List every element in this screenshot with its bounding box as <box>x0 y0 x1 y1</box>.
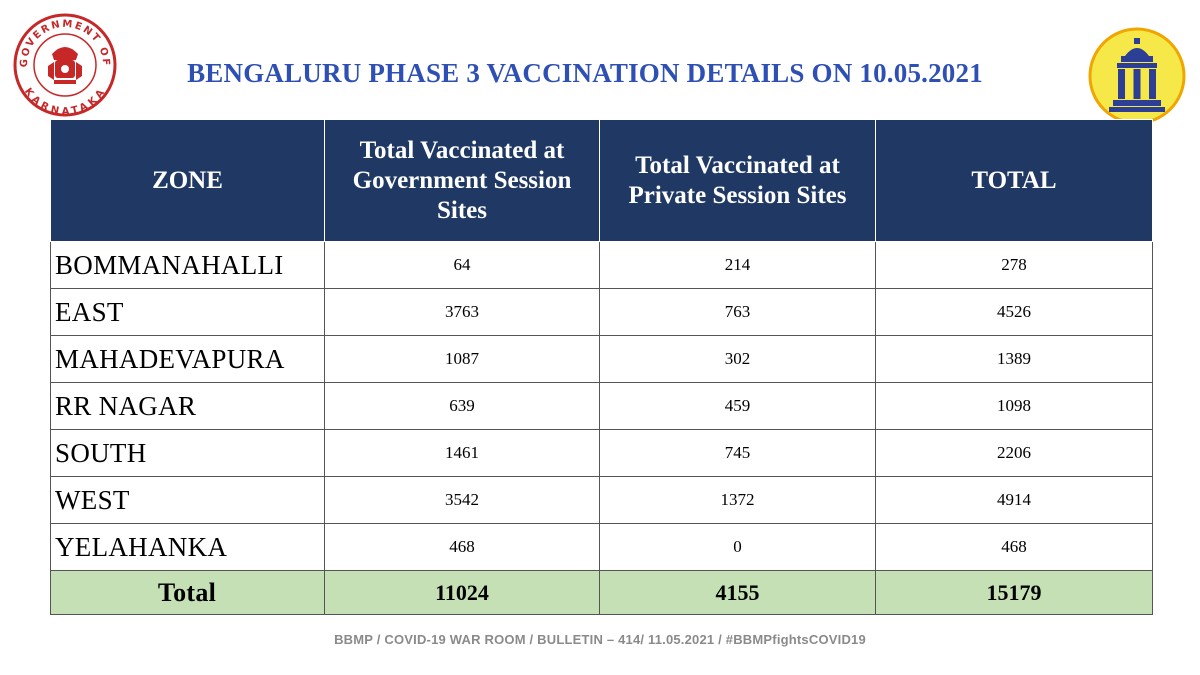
total-cell: 2206 <box>876 430 1153 477</box>
total-cell: 1389 <box>876 336 1153 383</box>
bulletin-footer: BBMP / COVID-19 WAR ROOM / BULLETIN – 414/ 11.05.2021 / #BBMPfightsCOVID19 <box>334 632 866 647</box>
zone-cell: SOUTH <box>51 430 325 477</box>
total-label-cell: Total <box>51 571 325 615</box>
logo-ring-top-text: GOVERNMENT OF <box>18 18 112 68</box>
table-row <box>51 477 1153 524</box>
total-cell: 278 <box>876 242 1153 289</box>
total-govt-cell: 11024 <box>325 571 600 615</box>
total-cell: 4914 <box>876 477 1153 524</box>
govt-cell: 3542 <box>325 477 600 524</box>
table-total-row <box>51 571 1153 615</box>
zone-cell: RR NAGAR <box>51 383 325 430</box>
total-cell: 4526 <box>876 289 1153 336</box>
govt-cell: 639 <box>325 383 600 430</box>
zone-cell: WEST <box>51 477 325 524</box>
table-row <box>51 242 1153 289</box>
zone-cell: YELAHANKA <box>51 524 325 571</box>
private-cell: 745 <box>600 430 876 477</box>
header-private-sites: Total Vaccinated at Private Session Sites <box>600 120 876 242</box>
govt-cell: 1461 <box>325 430 600 477</box>
govt-cell: 64 <box>325 242 600 289</box>
govt-cell: 468 <box>325 524 600 571</box>
grand-total-cell: 15179 <box>876 571 1153 615</box>
private-cell: 302 <box>600 336 876 383</box>
private-cell: 1372 <box>600 477 876 524</box>
table-row <box>51 524 1153 571</box>
table-row <box>51 336 1153 383</box>
govt-cell: 1087 <box>325 336 600 383</box>
zone-cell: MAHADEVAPURA <box>51 336 325 383</box>
total-cell: 468 <box>876 524 1153 571</box>
zone-cell: BOMMANAHALLI <box>51 242 325 289</box>
logo-ring-bottom-text: KARNATAKA <box>21 86 109 118</box>
table-row <box>51 430 1153 477</box>
private-cell: 459 <box>600 383 876 430</box>
private-cell: 214 <box>600 242 876 289</box>
karnataka-govt-logo <box>10 10 120 120</box>
table-header-row <box>51 120 1153 242</box>
private-cell: 0 <box>600 524 876 571</box>
vaccination-table <box>50 119 1153 615</box>
bbmp-emblem-logo <box>1087 26 1187 126</box>
header-total: TOTAL <box>876 120 1153 242</box>
header-government-sites: Total Vaccinated at Government Session Sites <box>325 120 600 242</box>
govt-cell: 3763 <box>325 289 600 336</box>
zone-cell: EAST <box>51 289 325 336</box>
header-zone: ZONE <box>51 120 325 242</box>
table-row <box>51 383 1153 430</box>
total-private-cell: 4155 <box>600 571 876 615</box>
total-cell: 1098 <box>876 383 1153 430</box>
table-row <box>51 289 1153 336</box>
private-cell: 763 <box>600 289 876 336</box>
page-title: BENGALURU PHASE 3 VACCINATION DETAILS ON 10.05.2021 <box>187 58 983 88</box>
